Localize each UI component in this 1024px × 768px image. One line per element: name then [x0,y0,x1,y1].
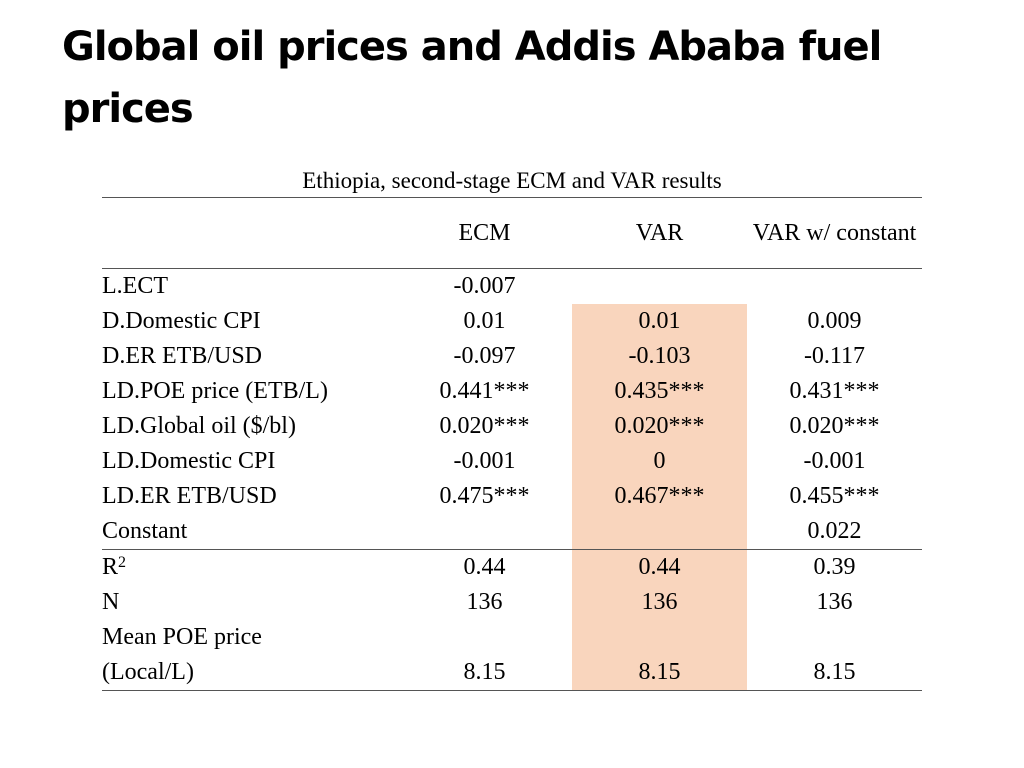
table-row [102,409,922,444]
stats-row-n [102,585,922,620]
cell-ecm: -0.097 [453,343,516,369]
cell-var: 0 [572,444,747,479]
cell-ecm: 0.020*** [439,413,530,439]
cell-var: 0.44 [572,550,747,586]
cell-var-constant: 0.020*** [789,413,880,439]
cell-ecm: -0.007 [453,273,516,299]
cell-var-constant: 8.15 [747,620,922,691]
cell-var-constant: 0.022 [807,518,862,544]
row-label: N [102,589,120,615]
cell-var-constant: 0.431*** [789,378,880,404]
cell-var-constant: 136 [816,589,853,615]
stats-row-mean-poe [102,620,922,691]
table-row [102,269,922,305]
header-ecm: ECM [397,198,572,269]
cell-ecm: 136 [466,589,503,615]
row-label: LD.Domestic CPI [102,448,276,474]
header-var-constant: VAR w/ constant [747,198,922,269]
table-row [102,374,922,409]
cell-var: 0.467*** [572,479,747,514]
cell-var-constant: -0.117 [803,343,866,369]
row-label [102,620,397,691]
cell-ecm: -0.001 [453,448,516,474]
row-label: D.ER ETB/USD [102,343,263,369]
row-label: LD.POE price (ETB/L) [102,378,328,404]
table-row [102,304,922,339]
row-label: LD.ER ETB/USD [102,483,277,509]
row-label: Constant [102,518,188,544]
row-label-line1: Mean POE price [102,624,262,650]
cell-var: 0.020*** [572,409,747,444]
slide-title: Global oil prices and Addis Ababa fuel prices [62,24,882,132]
cell-var: 136 [572,585,747,620]
cell-var: 0.435*** [572,374,747,409]
cell-var-constant: 0.009 [807,308,862,334]
cell-var-constant: -0.001 [803,448,866,474]
results-table-container [102,197,922,691]
cell-var-constant: 0.455*** [789,483,880,509]
superscript-2: 2 [118,554,127,571]
cell-var: -0.103 [572,339,747,374]
cell-var-constant: 0.39 [747,550,922,586]
row-label-line2: (Local/L) [102,659,194,685]
table-row [102,514,922,550]
row-label: LD.Global oil ($/bl) [102,413,296,439]
row-label: L.ECT [102,273,168,299]
row-label: D.Domestic CPI [102,308,261,334]
results-table [102,197,922,691]
table-caption: Ethiopia, second-stage ECM and VAR results [302,168,722,193]
table-row [102,444,922,479]
table-row [102,479,922,514]
cell-var: 8.15 [572,620,747,691]
table-row [102,339,922,374]
cell-ecm: 0.01 [463,308,506,334]
cell-var [572,514,747,550]
cell-var: 0.01 [572,304,747,339]
cell-ecm: 0.44 [397,550,572,586]
cell-ecm [397,514,572,550]
cell-ecm: 0.475*** [439,483,530,509]
cell-ecm: 8.15 [397,620,572,691]
cell-var-constant [747,269,922,305]
r-label: R [102,554,119,580]
table-header-row [102,198,922,269]
stats-row-r2 [102,550,922,586]
cell-ecm: 0.441*** [439,378,530,404]
header-var: VAR [572,198,747,269]
cell-var [572,269,747,305]
header-empty [102,198,397,269]
row-label [102,550,397,586]
